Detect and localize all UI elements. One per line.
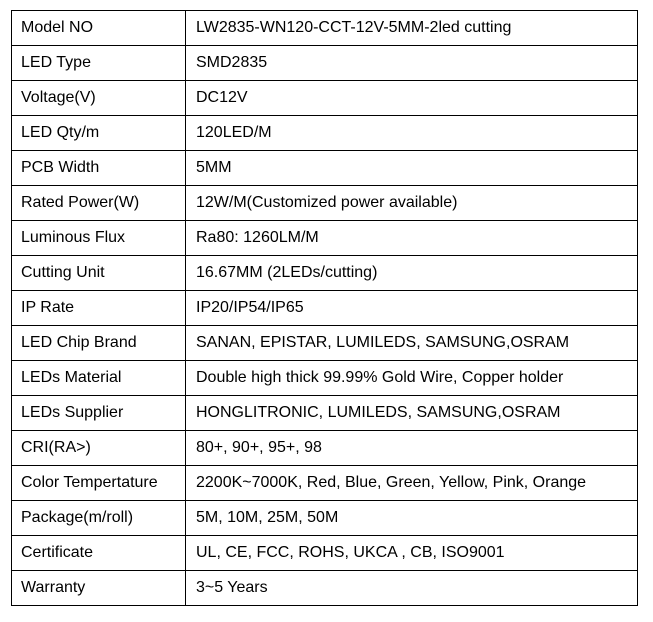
spec-value: 3~5 Years xyxy=(186,571,638,606)
spec-label: PCB Width xyxy=(12,151,186,186)
table-row xyxy=(12,431,638,466)
spec-value: HONGLITRONIC, LUMILEDS, SAMSUNG,OSRAM xyxy=(186,396,638,431)
spec-value: 16.67MM (2LEDs/cutting) xyxy=(186,256,638,291)
spec-label: Rated Power(W) xyxy=(12,186,186,221)
spec-value: 5MM xyxy=(186,151,638,186)
table-row xyxy=(12,116,638,151)
spec-label: IP Rate xyxy=(12,291,186,326)
spec-label: LED Chip Brand xyxy=(12,326,186,361)
table-row xyxy=(12,151,638,186)
table-row xyxy=(12,536,638,571)
spec-label: Cutting Unit xyxy=(12,256,186,291)
table-row xyxy=(12,291,638,326)
spec-label: Color Tempertature xyxy=(12,466,186,501)
spec-value: 12W/M(Customized power available) xyxy=(186,186,638,221)
spec-label: Model NO xyxy=(12,11,186,46)
spec-label: Certificate xyxy=(12,536,186,571)
spec-label: LEDs Material xyxy=(12,361,186,396)
table-row xyxy=(12,571,638,606)
spec-value: 2200K~7000K, Red, Blue, Green, Yellow, Pink, Orange xyxy=(186,466,638,501)
spec-table xyxy=(11,10,638,606)
spec-value: SANAN, EPISTAR, LUMILEDS, SAMSUNG,OSRAM xyxy=(186,326,638,361)
spec-label: Package(m/roll) xyxy=(12,501,186,536)
table-row xyxy=(12,326,638,361)
spec-label: Warranty xyxy=(12,571,186,606)
spec-label: CRI(RA>) xyxy=(12,431,186,466)
spec-label: Luminous Flux xyxy=(12,221,186,256)
table-row xyxy=(12,186,638,221)
spec-label: LED Qty/m xyxy=(12,116,186,151)
spec-value: LW2835-WN120-CCT-12V-5MM-2led cutting xyxy=(186,11,638,46)
spec-table-body xyxy=(12,11,638,606)
table-row xyxy=(12,11,638,46)
spec-value: UL, CE, FCC, ROHS, UKCA , CB, ISO9001 xyxy=(186,536,638,571)
spec-value: SMD2835 xyxy=(186,46,638,81)
spec-value: DC12V xyxy=(186,81,638,116)
spec-label: Voltage(V) xyxy=(12,81,186,116)
spec-value: IP20/IP54/IP65 xyxy=(186,291,638,326)
spec-label: LEDs Supplier xyxy=(12,396,186,431)
table-row xyxy=(12,221,638,256)
spec-value: Ra80: 1260LM/M xyxy=(186,221,638,256)
table-row xyxy=(12,396,638,431)
spec-value: 120LED/M xyxy=(186,116,638,151)
spec-value: 5M, 10M, 25M, 50M xyxy=(186,501,638,536)
table-row xyxy=(12,501,638,536)
table-row xyxy=(12,256,638,291)
table-row xyxy=(12,46,638,81)
spec-value: Double high thick 99.99% Gold Wire, Copper holder xyxy=(186,361,638,396)
table-row xyxy=(12,466,638,501)
table-row xyxy=(12,361,638,396)
table-row xyxy=(12,81,638,116)
spec-label: LED Type xyxy=(12,46,186,81)
spec-value: 80+, 90+, 95+, 98 xyxy=(186,431,638,466)
